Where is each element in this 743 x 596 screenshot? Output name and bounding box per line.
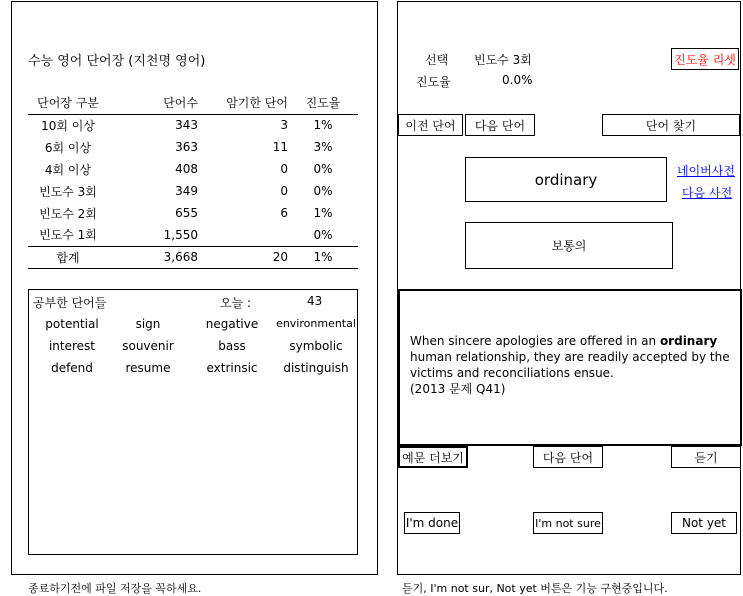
listen-label: 듣기 bbox=[694, 450, 718, 465]
table-cell: 408 bbox=[175, 162, 198, 176]
table-cell: 0% bbox=[313, 227, 333, 242]
studied-word: environmental bbox=[276, 317, 356, 330]
studied-word: defend bbox=[51, 361, 93, 375]
studied-word: resume bbox=[125, 361, 171, 375]
table-cell: 3 bbox=[280, 118, 288, 133]
next-word-button[interactable] bbox=[465, 114, 535, 136]
progress-label: 진도율 bbox=[416, 75, 451, 89]
studied-word: negative bbox=[205, 317, 259, 331]
table-cell: 0 bbox=[280, 184, 288, 198]
im-done-button[interactable] bbox=[404, 512, 460, 534]
left-panel bbox=[11, 1, 378, 575]
im-not-sure-button[interactable] bbox=[533, 512, 603, 534]
page-title: 수능 영어 단어장 (지천명 영어) bbox=[28, 54, 206, 69]
today-label: 오늘 : bbox=[220, 296, 252, 310]
progress-value: 0.0% bbox=[502, 73, 533, 87]
table-cell: 3,668 bbox=[163, 250, 198, 264]
studied-word: symbolic bbox=[289, 339, 343, 353]
table-cell: 3% bbox=[313, 140, 333, 154]
right-footer-note: 듣기, I'm not sur, Not yet 버튼은 기능 구현중입니다. bbox=[402, 582, 668, 595]
table-cell: 1% bbox=[313, 250, 333, 264]
table-row bbox=[28, 224, 358, 246]
table-cell: 6회 이상 bbox=[44, 140, 92, 155]
studied-word: distinguish bbox=[283, 361, 349, 375]
table-row bbox=[28, 180, 358, 202]
table-row bbox=[28, 114, 358, 136]
today-count: 43 bbox=[307, 294, 323, 308]
table-row bbox=[28, 158, 358, 180]
table-cell: 363 bbox=[175, 140, 198, 154]
table-cell: 1% bbox=[313, 206, 333, 220]
example-text-before: When sincere apologies are offered in an bbox=[410, 334, 660, 348]
studied-words-grid bbox=[29, 317, 359, 387]
daum-dictionary-link[interactable]: 다음 사전 bbox=[682, 186, 733, 200]
studied-word: sign bbox=[135, 317, 161, 331]
table-total-row bbox=[28, 246, 358, 268]
im-not-sure-label: I'm not sure bbox=[535, 516, 601, 530]
example-source: (2013 문제 Q41) bbox=[410, 382, 506, 396]
table-cell: 합계 bbox=[56, 250, 80, 265]
table-cell: 빈도수 2회 bbox=[39, 206, 97, 221]
table-cell: 20 bbox=[272, 250, 288, 264]
studied-words-label: 공부한 단어들 bbox=[33, 296, 107, 310]
table-row bbox=[28, 202, 358, 224]
studied-word: souvenir bbox=[122, 339, 174, 353]
not-yet-label: Not yet bbox=[681, 516, 727, 530]
table-header-row bbox=[28, 92, 358, 114]
im-done-label: I'm done bbox=[405, 516, 459, 530]
not-yet-button[interactable] bbox=[671, 512, 737, 534]
meaning-display bbox=[465, 222, 673, 269]
next-word-label-2: 다음 단어 bbox=[542, 450, 594, 465]
column-header: 암기한 단어 bbox=[226, 96, 288, 111]
table-cell: 6 bbox=[280, 206, 288, 220]
table-row bbox=[28, 136, 358, 158]
stats-table bbox=[28, 92, 358, 269]
example-sentence bbox=[410, 333, 734, 397]
example-sentence-box bbox=[398, 289, 742, 446]
table-cell: 11 bbox=[272, 140, 288, 154]
next-word-button-2[interactable] bbox=[533, 446, 603, 468]
table-cell: 343 bbox=[175, 118, 198, 133]
reset-progress-label: 진도율 리셋 bbox=[674, 52, 736, 67]
example-highlight-word: ordinary bbox=[659, 334, 718, 348]
prev-word-label: 이전 단어 bbox=[405, 118, 456, 133]
naver-dictionary-link[interactable]: 네이버사전 bbox=[677, 164, 735, 178]
table-cell: 655 bbox=[175, 206, 198, 220]
prev-word-button[interactable] bbox=[398, 114, 463, 136]
left-footer-note: 종료하기전에 파일 저장을 꼭하세요. bbox=[28, 582, 202, 595]
example-text-after: human relationship, they are readily accepted by the victims and reconciliations ensue. bbox=[410, 350, 730, 380]
next-word-label: 다음 단어 bbox=[474, 118, 526, 133]
table-cell bbox=[198, 224, 288, 246]
table-cell: 4회 이상 bbox=[44, 162, 92, 177]
studied-words-box bbox=[28, 289, 358, 555]
studied-word: potential bbox=[45, 317, 99, 331]
table-cell: 0% bbox=[313, 184, 333, 198]
select-value[interactable]: 빈도수 3회 bbox=[474, 53, 532, 67]
studied-word: interest bbox=[48, 339, 96, 353]
table-cell: 10회 이상 bbox=[41, 118, 95, 133]
table-cell: 349 bbox=[175, 184, 198, 198]
word-display bbox=[465, 157, 667, 202]
column-header: 단어장 구분 bbox=[37, 96, 99, 111]
word-meaning: 보통의 bbox=[551, 239, 587, 253]
listen-button[interactable] bbox=[671, 446, 741, 468]
find-word-button[interactable] bbox=[602, 114, 740, 136]
table-cell: 빈도수 3회 bbox=[39, 184, 97, 199]
column-header: 단어수 bbox=[163, 96, 198, 111]
column-header: 진도율 bbox=[305, 96, 341, 111]
more-examples-label: 예문 더보기 bbox=[402, 450, 464, 465]
studied-word: bass bbox=[218, 339, 246, 353]
reset-progress-button[interactable] bbox=[671, 48, 739, 70]
table-cell: 1,550 bbox=[163, 227, 198, 242]
table-cell: 0 bbox=[280, 162, 288, 176]
select-label: 선택 bbox=[425, 53, 449, 67]
more-examples-button[interactable] bbox=[398, 446, 468, 468]
right-panel bbox=[397, 1, 741, 575]
find-word-label: 단어 찾기 bbox=[645, 118, 697, 133]
studied-word: extrinsic bbox=[206, 361, 258, 375]
current-word: ordinary bbox=[534, 170, 598, 189]
table-cell: 1% bbox=[313, 118, 333, 133]
table-cell: 빈도수 1회 bbox=[39, 228, 97, 243]
table-cell: 0% bbox=[313, 162, 333, 176]
